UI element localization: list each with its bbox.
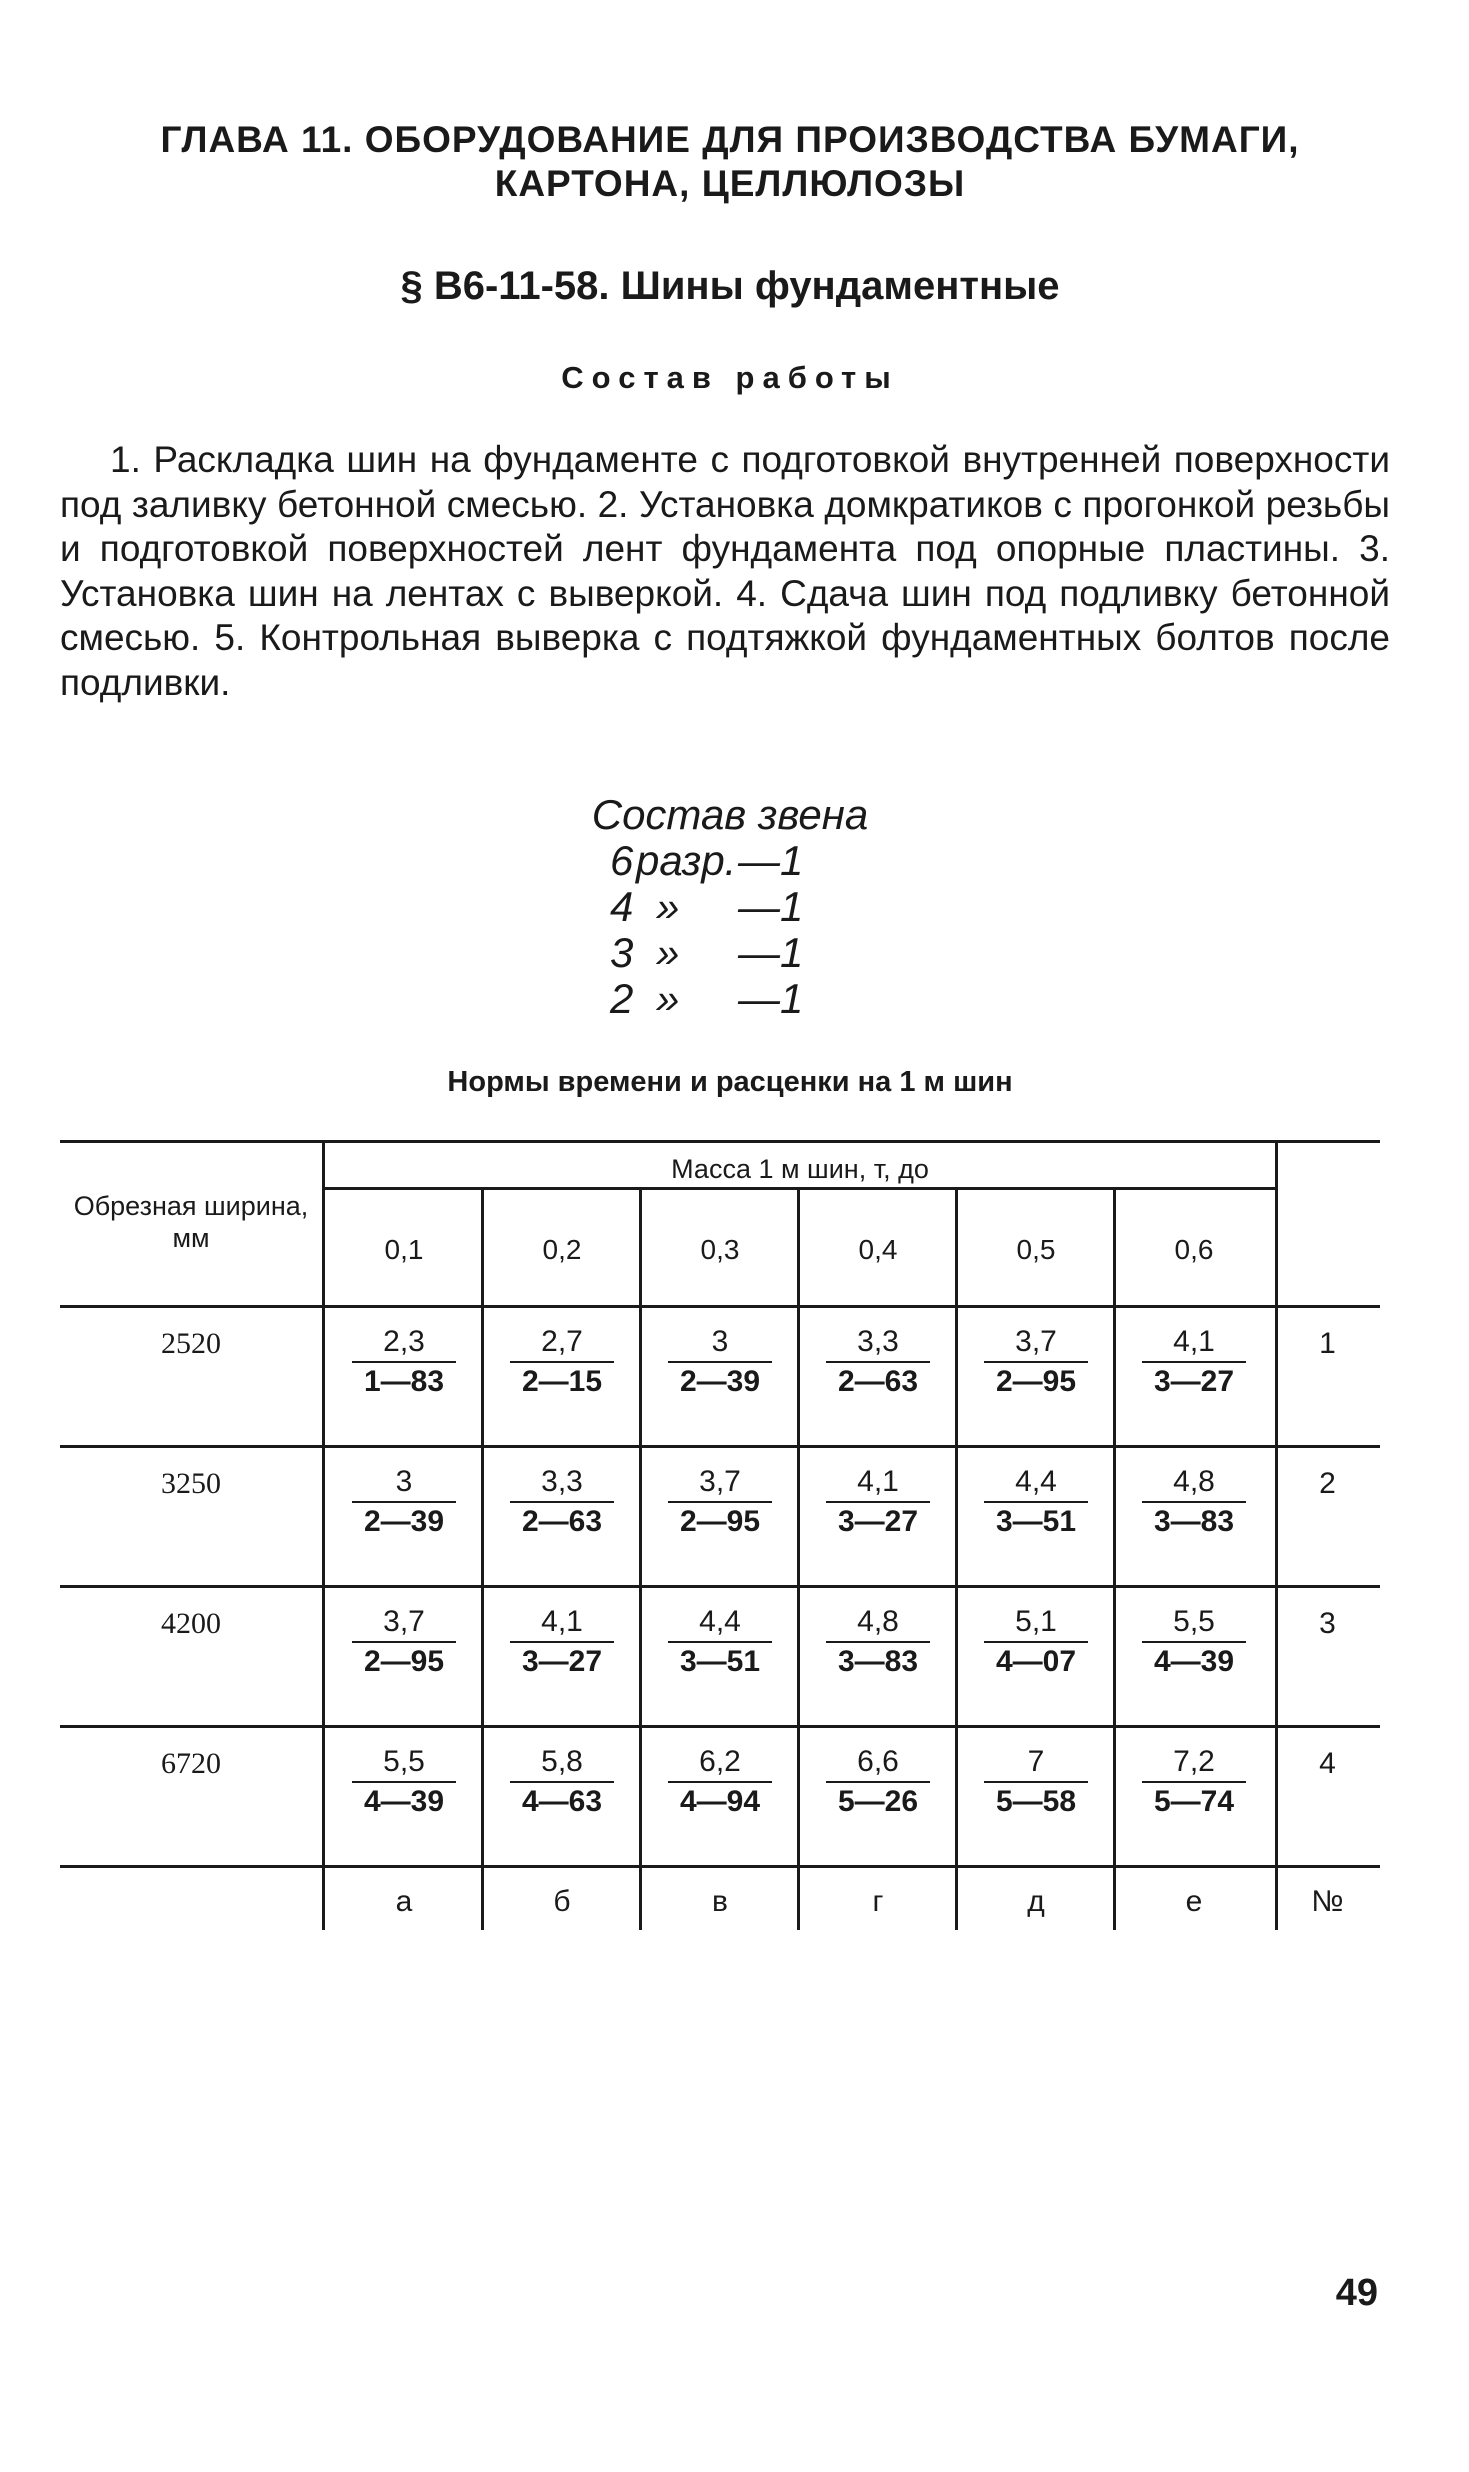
fraction-bar: [826, 1501, 930, 1503]
mass-column-header: Масса 1 м шин, т, до: [671, 1154, 929, 1184]
fraction-bar: [510, 1641, 614, 1643]
crew-grade: 3: [610, 929, 634, 976]
page-number: 49: [1335, 2272, 1378, 2314]
table-rule: [60, 1585, 1380, 1588]
crew-count: —1: [738, 837, 804, 884]
time-norm: 4,1: [857, 1465, 899, 1498]
time-norm: 3,3: [541, 1465, 583, 1498]
crew-count: —1: [738, 975, 804, 1022]
fraction-bar: [984, 1641, 1088, 1643]
norms-table: [60, 1140, 1380, 1940]
time-norm: 5,8: [541, 1745, 583, 1778]
crew-title: Состав звена: [591, 791, 869, 838]
rate-value: 3—51: [995, 1505, 1077, 1538]
rate-value: 2—63: [521, 1505, 603, 1538]
fraction-bar: [1142, 1361, 1246, 1363]
column-divider: [322, 1140, 325, 1305]
time-norm: 2,7: [541, 1325, 583, 1358]
row-number: 4: [1319, 1747, 1336, 1780]
crew-grade: 4: [610, 883, 634, 930]
rate-value: 4—39: [363, 1785, 445, 1818]
number-column-label: №: [1311, 1885, 1344, 1918]
width-value: 6720: [161, 1747, 221, 1780]
norm-rate-cell: [483, 1465, 641, 1545]
rate-value: 3—51: [679, 1645, 761, 1678]
row-number: 2: [1319, 1467, 1336, 1500]
time-norm: 4,8: [1173, 1465, 1215, 1498]
fraction-bar: [1142, 1641, 1246, 1643]
work-description: 1. Раскладка шин на фундаменте с подготовкой внутренней поверхности под заливку бетонной смесью. 2. Установка домкратиков с прогонкой резьбы и подготовкой поверхностей лент фундамента под опорные пластины. 3. Установка шин на лентах с выверкой. 4. Сдача шин под подливку бетонной смесью. 5. Контрольная выверка с подтяжкой фундаментных болтов после подливки.: [60, 439, 1390, 703]
time-norm: 7: [1027, 1745, 1045, 1778]
fraction-bar: [984, 1781, 1088, 1783]
norm-rate-cell: [641, 1605, 799, 1685]
norm-rate-cell: [325, 1465, 483, 1545]
crew-row: [480, 976, 980, 1022]
norm-rate-cell: [957, 1465, 1115, 1545]
fraction-bar: [984, 1361, 1088, 1363]
time-norm: 3: [711, 1325, 729, 1358]
norm-rate-cell: [957, 1745, 1115, 1825]
table-rule: [60, 1305, 1380, 1308]
norm-rate-cell: [799, 1605, 957, 1685]
rate-value: 3—83: [837, 1645, 919, 1678]
crew-unit: »: [656, 883, 680, 930]
table-rule: [60, 1140, 1380, 1143]
fraction-bar: [352, 1361, 456, 1363]
norm-rate-cell: [325, 1745, 483, 1825]
time-norm: 6,2: [699, 1745, 741, 1778]
rate-value: 5—74: [1153, 1785, 1235, 1818]
fraction-bar: [826, 1641, 930, 1643]
norm-rate-cell: [483, 1325, 641, 1405]
rate-value: 3—27: [521, 1645, 603, 1678]
mass-value: 0,3: [700, 1234, 740, 1265]
crew-composition: [480, 792, 980, 1022]
time-norm: 7,2: [1173, 1745, 1215, 1778]
norm-rate-cell: [957, 1605, 1115, 1685]
crew-unit: разр.: [636, 837, 737, 884]
fraction-bar: [352, 1641, 456, 1643]
crew-unit: »: [656, 929, 680, 976]
time-norm: 4,1: [1173, 1325, 1215, 1358]
time-norm: 2,3: [383, 1325, 425, 1358]
crew-grade: 2: [610, 975, 634, 1022]
column-letter: б: [553, 1885, 571, 1918]
mass-value: 0,2: [542, 1234, 582, 1265]
rate-value: 4—94: [679, 1785, 761, 1818]
fraction-bar: [826, 1781, 930, 1783]
norm-rate-cell: [1115, 1465, 1273, 1545]
time-norm: 5,1: [1015, 1605, 1057, 1638]
fraction-bar: [668, 1641, 772, 1643]
column-letter: д: [1027, 1885, 1045, 1918]
width-column-header: Обрезная ширина, мм: [73, 1191, 309, 1253]
rate-value: 1—83: [363, 1365, 445, 1398]
fraction-bar: [668, 1501, 772, 1503]
fraction-bar: [510, 1501, 614, 1503]
section-title: § В6-11-58. Шины фундаментные: [400, 264, 1060, 308]
rate-value: 2—63: [837, 1365, 919, 1398]
time-norm: 4,8: [857, 1605, 899, 1638]
column-letter: е: [1185, 1885, 1203, 1918]
time-norm: 5,5: [1173, 1605, 1215, 1638]
crew-row: [480, 884, 980, 930]
table-rule: [60, 1445, 1380, 1448]
width-value: 2520: [161, 1327, 221, 1360]
crew-unit: »: [656, 975, 680, 1022]
norm-rate-cell: [1115, 1605, 1273, 1685]
crew-count: —1: [738, 929, 804, 976]
rate-value: 3—83: [1153, 1505, 1235, 1538]
time-norm: 6,6: [857, 1745, 899, 1778]
fraction-bar: [668, 1361, 772, 1363]
column-divider: [1275, 1140, 1278, 1305]
time-norm: 4,4: [1015, 1465, 1057, 1498]
time-norm: 3: [395, 1465, 413, 1498]
time-norm: 3,7: [1015, 1325, 1057, 1358]
rate-value: 2—15: [521, 1365, 603, 1398]
rate-value: 2—39: [363, 1505, 445, 1538]
crew-grade: 6: [610, 837, 634, 884]
column-letter: в: [712, 1885, 728, 1918]
norm-rate-cell: [1115, 1325, 1273, 1405]
mass-value: 0,5: [1016, 1234, 1056, 1265]
mass-value: 0,4: [858, 1234, 898, 1265]
fraction-bar: [510, 1361, 614, 1363]
norm-rate-cell: [799, 1325, 957, 1405]
rate-value: 2—95: [363, 1645, 445, 1678]
column-divider: [1275, 1305, 1278, 1865]
rate-value: 2—95: [995, 1365, 1077, 1398]
time-norm: 3,3: [857, 1325, 899, 1358]
norm-rate-cell: [483, 1605, 641, 1685]
width-value: 4200: [161, 1607, 221, 1640]
rate-value: 4—07: [995, 1645, 1077, 1678]
norm-rate-cell: [957, 1325, 1115, 1405]
fraction-bar: [668, 1781, 772, 1783]
norm-rate-cell: [799, 1745, 957, 1825]
fraction-bar: [510, 1781, 614, 1783]
rate-value: 4—63: [521, 1785, 603, 1818]
norm-rate-cell: [1115, 1745, 1273, 1825]
norm-rate-cell: [325, 1605, 483, 1685]
rate-value: 3—27: [1153, 1365, 1235, 1398]
table-rule: [60, 1865, 1380, 1868]
norm-rate-cell: [641, 1325, 799, 1405]
fraction-bar: [352, 1501, 456, 1503]
fraction-bar: [826, 1361, 930, 1363]
work-heading: Состав работы: [561, 360, 899, 395]
mass-value: 0,1: [384, 1234, 424, 1265]
rate-value: 5—26: [837, 1785, 919, 1818]
rate-value: 2—95: [679, 1505, 761, 1538]
norm-rate-cell: [641, 1745, 799, 1825]
column-letter: а: [395, 1885, 413, 1918]
fraction-bar: [352, 1781, 456, 1783]
crew-count: —1: [738, 883, 804, 930]
time-norm: 5,5: [383, 1745, 425, 1778]
fraction-bar: [1142, 1501, 1246, 1503]
norms-title: Нормы времени и расценки на 1 м шин: [447, 1066, 1013, 1098]
time-norm: 3,7: [383, 1605, 425, 1638]
rate-value: 4—39: [1153, 1645, 1235, 1678]
crew-row: [480, 838, 980, 884]
norm-rate-cell: [325, 1325, 483, 1405]
column-letter: г: [872, 1885, 884, 1918]
rate-value: 3—27: [837, 1505, 919, 1538]
norm-rate-cell: [799, 1465, 957, 1545]
time-norm: 3,7: [699, 1465, 741, 1498]
norm-rate-cell: [641, 1465, 799, 1545]
mass-value: 0,6: [1174, 1234, 1214, 1265]
time-norm: 4,4: [699, 1605, 741, 1638]
rate-value: 5—58: [995, 1785, 1077, 1818]
row-number: 3: [1319, 1607, 1336, 1640]
time-norm: 4,1: [541, 1605, 583, 1638]
row-number: 1: [1319, 1327, 1336, 1360]
rate-value: 2—39: [679, 1365, 761, 1398]
chapter-title: ГЛАВА 11. ОБОРУДОВАНИЕ ДЛЯ ПРОИЗВОДСТВА БУМАГИ, КАРТОНА, ЦЕЛЛЮЛОЗЫ: [160, 119, 1300, 204]
table-rule: [60, 1725, 1380, 1728]
fraction-bar: [984, 1501, 1088, 1503]
crew-row: [480, 930, 980, 976]
width-value: 3250: [161, 1467, 221, 1500]
norm-rate-cell: [483, 1745, 641, 1825]
fraction-bar: [1142, 1781, 1246, 1783]
